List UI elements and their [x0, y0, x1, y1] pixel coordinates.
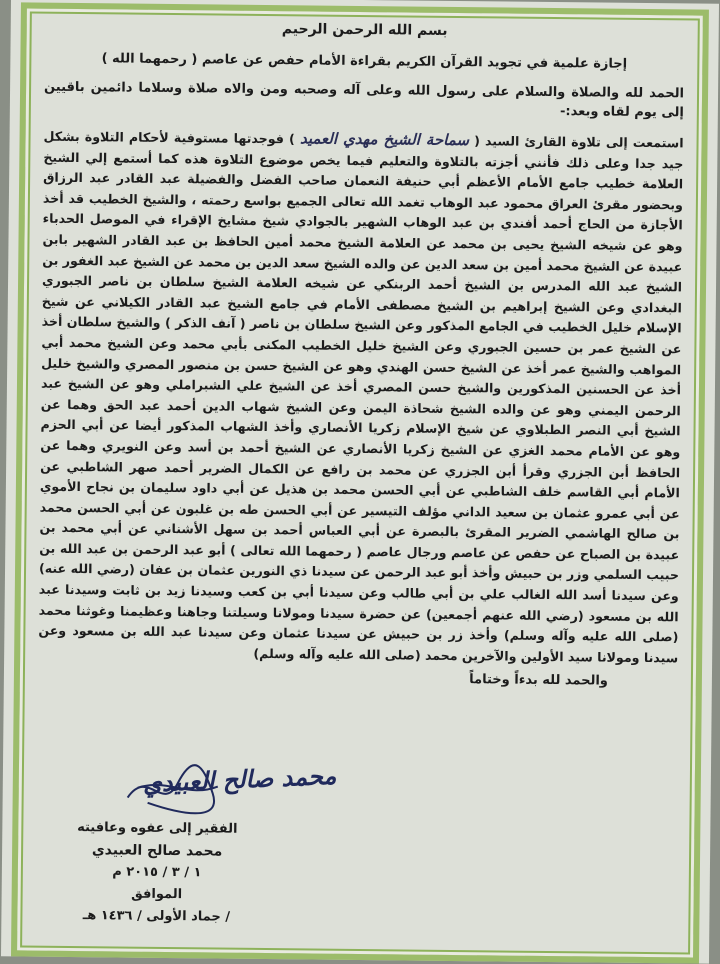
chain-of-transmission [38, 126, 684, 669]
certificate-content [38, 19, 685, 690]
closing-phrase: والحمد لله بدءاً وختاماً [469, 672, 608, 690]
paragraph-body: ) فوجدتها مستوفية لأحكام التلاوة بشكل جيد جدا وعلى ذلك فأنني أجزته بالتلاوة والتعليم فيما يخص موضوع التلاوة هذه كما أستمع إلي الشيخ العلامة خطيب جامع الأمام الأعظم أبي حنيفة النعمان صاحب الفضل والفضيلة عبد القادر عبد الرزاق وبحضور مقرئ العراق محمود عبد الوهاب تغمد الله تعالى الجميع بواسع رحمته ، والشيخ الخطيب قد أخذ الأجازة من الحاج أحمد أفندي بن عبد الوهاب الشهير بالجوادي شيخ مشايخ الإقراء في الموصل الحدباء وهو عن شيخه الشيخ يحيى بن محمد عن العلامة الشيخ محمد أمين الحافظ بن عبد القادر الشهير بابن عبيدة عن الشيخ محمد أمين بن سعد الدين عن والده الشيخ سعد الدين بن محمد عن الشيخ عبد الغفور بن الشيخ عبد الله المدرس بن الشيخ أحمد الربنكي عن شيخه العلامة الشيخ سلطان بن ناصر الجبوري البغدادي وعن الشيخ إبراهيم بن الشيخ مصطفى الأمام في جامع الشيخ عبد القادر الكيلاني عن شيخ الإسلام خليل الخطيب في الجامع المذكور وعن الشيخ سلطان بن ناصر ( آنف الذكر ) والشيخ سلطان أخذ عن الشيخ عمر بن حسين الجبوري وعن الشيخ خليل الخطيب المكنى بأبي محمد وعن الشيخ محمد أبي المواهب والشيخ عمر أخذ عن الشيخ حسن الهندي وهو عن الشيخ حسن بن منصور المصري والشيخ خليل أخذ عن الحسنين المذكورين والشيخ حسن المصري أخذ عن الشيخ علي الشبراملي وهو عن الشيخ عبد الرحمن اليمني وهو عن والده الشيخ شحاذة اليمن وعن الشيخ شهاب الدين أحمد عبد الحق وهما عن الشيخ أبي النصر الطبلاوي عن شيخ الإسلام زكريا الأنصاري وأخذ الشهاب المذكور أيضا عن أبي الحزم وهو عن الأمام محمد الغزي عن الشيخ زكريا الأنصاري عن الشيخ أحمد بن أسد وعن النويري وهما عن الحافظ أبن الجزري وقرأ أبن الجزري عن محمد بن رافع عن الكمال الضرير أحمد صهر الشاطبي عن الأمام أبي القاسم خلف الشاطبي عن أبي الحسن محمد بن هذيل عن أبي داود سليمان بن نجاح الأموي عن أبي عمرو عثمان بن سعيد الداني مؤلف التيسير عن أبي الحسن طه بن غلبون عن أبي الحسن محمد بن صالح الهاشمي الضرير المقرئ بالبصرة عن أبي العباس أحمد بن سهل الأشناني عن أبي محمد بن عبيدة بن الصباح عن حفص عن عاصم ورجال عاصم ( رحمهما الله تعالى ) أبو عبد الرحمن بن عبد الله بن حبيب السلمي وزر بن حبيش وأخذ أبو عبد الرحمن عن سيدنا ذي النورين عثمان بن عفان (رضي الله عنه) وعن سيدنا أسد الله الغالب علي بن أبي طالب وعن سيدنا أبي بن كعب وسيدنا زيد بن ثابت وسيدنا عبد الله بن مسعود (رضي الله عنهم أجمعين) عن حضرة سيدنا ومولانا وسيلتنا وجاهنا وعظيمنا وغوثنا محمد (صلى الله عليه وآله وسلم) وأخذ زر بن حبيش عن سيدنا عثمان وعن سيدنا عبد الله بن مسعود وعن سيدنا ومولانا سيد الأولين والآخرين محمد (صلى الله عليه وآله وسلم) [38, 128, 684, 666]
certificate-page [1, 0, 719, 964]
corresponding-label: الموافق [131, 886, 183, 903]
handwritten-signature-name: محمد صالح العبيدي [142, 760, 337, 798]
paragraph-start: استمعت إلى تلاوة القارئ السيد ( [474, 133, 684, 151]
certificate-title: إجازة علمية في تجويد القرآن الكريم بقراءة الأمام حفص عن عاصم ( رحمهما الله ) [101, 51, 628, 72]
intro-paragraph: الحمد لله والصلاة والسلام على رسول الله وعلى آله وصحبه ومن والاه صلاة وسلاما دائمين باقيين إلى يوم لقاه وبعد:- [44, 79, 685, 121]
basmala: بسم الله الرحمن الرحيم [281, 21, 448, 39]
reader-name-handwritten: سماحة الشيخ مهدي العميد [299, 129, 470, 150]
date-hijri: / جماد الأولى / ١٤٣٦ هـ [82, 908, 231, 925]
humble-servant-line: الفقير إلى عفوه وعافيته [77, 820, 238, 837]
date-gregorian: ١ / ٣ / ٢٠١٥ م [112, 864, 202, 881]
signatory-name: محمد صالح العبيدي [91, 842, 223, 860]
signatory-block [41, 817, 272, 929]
